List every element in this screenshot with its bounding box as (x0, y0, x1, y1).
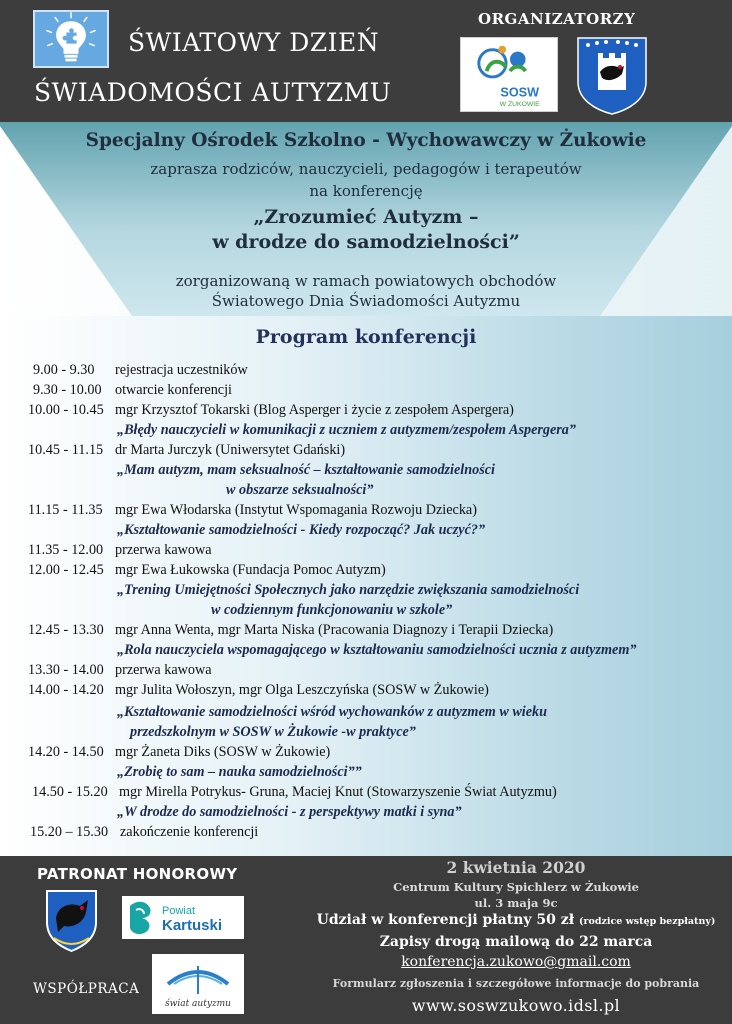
school-name: Specjalny Ośrodek Szkolno - Wychowawczy w Żukowie (85, 130, 647, 151)
program-desc: rejestracja uczestników (115, 362, 248, 378)
program-desc: mgr Krzysztof Tokarski (Blog Asperger i życie z zespołem Aspergera) (115, 402, 514, 418)
contact-email-link[interactable]: konferencja.zukowo@gmail.com (401, 954, 631, 970)
sosw-zukowo-logo (460, 37, 558, 112)
program-talk-title: przedszkolnym w SOSW w Żukowie -w praktyce” (130, 724, 416, 740)
event-title-line1: ŚWIATOWY DZIEŃ (128, 28, 380, 57)
program-desc: mgr Ewa Włodarska (Instytut Wspomagania Rozwoju Dziecka) (115, 502, 477, 518)
program-section (0, 316, 732, 856)
program-time: 14.50 - 15.20 (32, 784, 108, 800)
swiat-logo-text: świat autyzmu (165, 999, 231, 1009)
conference-title-line2: w drodze do samodzielności” (212, 231, 520, 253)
program-time: 12.45 - 13.30 (28, 622, 104, 638)
fee-text: Udział w konferencji płatny 50 zł (316, 912, 575, 928)
fee-info (300, 912, 732, 928)
footer (0, 856, 732, 1024)
program-talk-title: w codziennym funkcjonowaniu w szkole” (211, 602, 453, 618)
program-time: 13.30 - 14.00 (28, 662, 104, 678)
invitation-line: zaprasza rodziców, nauczycieli, pedagogów i terapeutów (150, 160, 582, 178)
program-desc: mgr Anna Wenta, mgr Marta Niska (Pracowania Diagnozy i Terapii Dziecka) (115, 622, 554, 638)
fee-note: (rodzice wstęp bezpłatny) (579, 916, 716, 927)
program-desc: dr Marta Jurczyk (Uniwersytet Gdański) (115, 442, 346, 458)
program-desc: mgr Ewa Łukowska (Fundacja Pomoc Autyzm) (115, 562, 386, 578)
program-desc: otwarcie konferencji (115, 382, 232, 398)
program-talk-title: „Kształtowanie samodzielności - Kiedy rozpocząć? Jak uczyć?” (117, 522, 486, 538)
powiat-kartuski-logo (122, 896, 244, 939)
swiat-autyzmu-logo (152, 954, 244, 1014)
program-time: 11.15 - 11.35 (28, 502, 103, 518)
organized-line2: Światowego Dnia Świadomości Autyzmu (211, 292, 521, 310)
autism-awareness-logo (33, 10, 109, 68)
lightbulb-puzzle-icon (35, 12, 107, 66)
organizers-label: ORGANIZATORZY (478, 10, 636, 28)
powiat-logo-line1: Powiat (162, 905, 196, 917)
event-venue: Centrum Kultury Spichlerz w Żukowie (393, 880, 639, 894)
program-desc: mgr Mirella Potrykus- Gruna, Maciej Knut (Stowarzyszenie Świat Autyzmu) (119, 784, 557, 800)
program-desc: mgr Żaneta Diks (SOSW w Żukowie) (115, 744, 331, 760)
event-date: 2 kwietnia 2020 (446, 858, 586, 877)
header (0, 0, 732, 118)
website-link[interactable]: www.soswzukowo.idsl.pl (411, 996, 621, 1015)
program-talk-title: „Trening Umiejętności Społecznych jako narzędzie zwiększania samodzielności (117, 582, 580, 598)
program-time: 9.00 - 9.30 (33, 362, 95, 378)
powiat-logo-line2: Kartuski (162, 917, 223, 934)
program-talk-title: „W drodze do samodzielności - z perspektywy matki i syna” (117, 804, 462, 820)
program-desc: mgr Julita Wołoszyn, mgr Olga Leszczyńska (SOSW w Żukowie) (115, 682, 489, 698)
program-talk-title: „Mam autyzm, mam seksualność – kształtowanie samodzielności (117, 462, 495, 478)
program-heading: Program konferencji (255, 326, 477, 348)
kartuzy-county-coat-of-arms (44, 888, 99, 954)
program-time: 14.00 - 14.20 (28, 682, 104, 698)
program-time: 9.30 - 10.00 (33, 382, 102, 398)
program-desc: przerwa kawowa (115, 542, 212, 558)
sosw-logo-text: SOSW (500, 85, 540, 100)
cooperation-label: WSPÓŁPRACA (33, 981, 140, 997)
patronage-label: PATRONAT HONOROWY (37, 865, 238, 883)
conference-title-line1: „Zrozumieć Autyzm – (253, 206, 479, 228)
program-time: 10.00 - 10.45 (28, 402, 104, 418)
program-time: 15.20 – 15.30 (30, 824, 109, 840)
registration-info: Zapisy drogą mailową do 22 marca (379, 934, 653, 950)
organized-line1: zorganizowaną w ramach powiatowych obchodów (175, 272, 557, 290)
event-street: ul. 3 maja 9c (474, 896, 558, 910)
program-desc: przerwa kawowa (115, 662, 212, 678)
conference-word: na konferencję (309, 182, 423, 200)
program-time: 12.00 - 12.45 (28, 562, 104, 578)
program-time: 14.20 - 14.50 (28, 744, 104, 760)
program-talk-title: „Rola nauczyciela wspomagającego w kształtowaniu samodzielności ucznia z autyzmem” (117, 642, 637, 658)
program-talk-title: „Zrobię to sam – nauka samodzielności”” (117, 764, 362, 780)
program-talk-title: w obszarze seksualności” (226, 482, 374, 498)
event-title-line2: ŚWIADOMOŚCI AUTYZMU (34, 78, 392, 107)
sosw-logo-subtext: W ŻUKOWIE (499, 101, 540, 109)
form-info: Formularz zgłoszenia i szczegółowe informacje do pobrania (332, 977, 700, 990)
program-desc: zakończenie konferencji (120, 824, 259, 840)
zukowo-coat-of-arms (576, 36, 648, 116)
program-time: 10.45 - 11.15 (28, 442, 104, 458)
program-time: 11.35 - 12.00 (28, 542, 104, 558)
program-talk-title: „Kształtowanie samodzielności wśród wychowanków z autyzmem w wieku (117, 704, 548, 720)
program-talk-title: „Błędy nauczycieli w komunikacji z uczniem z autyzmem/zespołem Aspergera” (117, 422, 576, 438)
